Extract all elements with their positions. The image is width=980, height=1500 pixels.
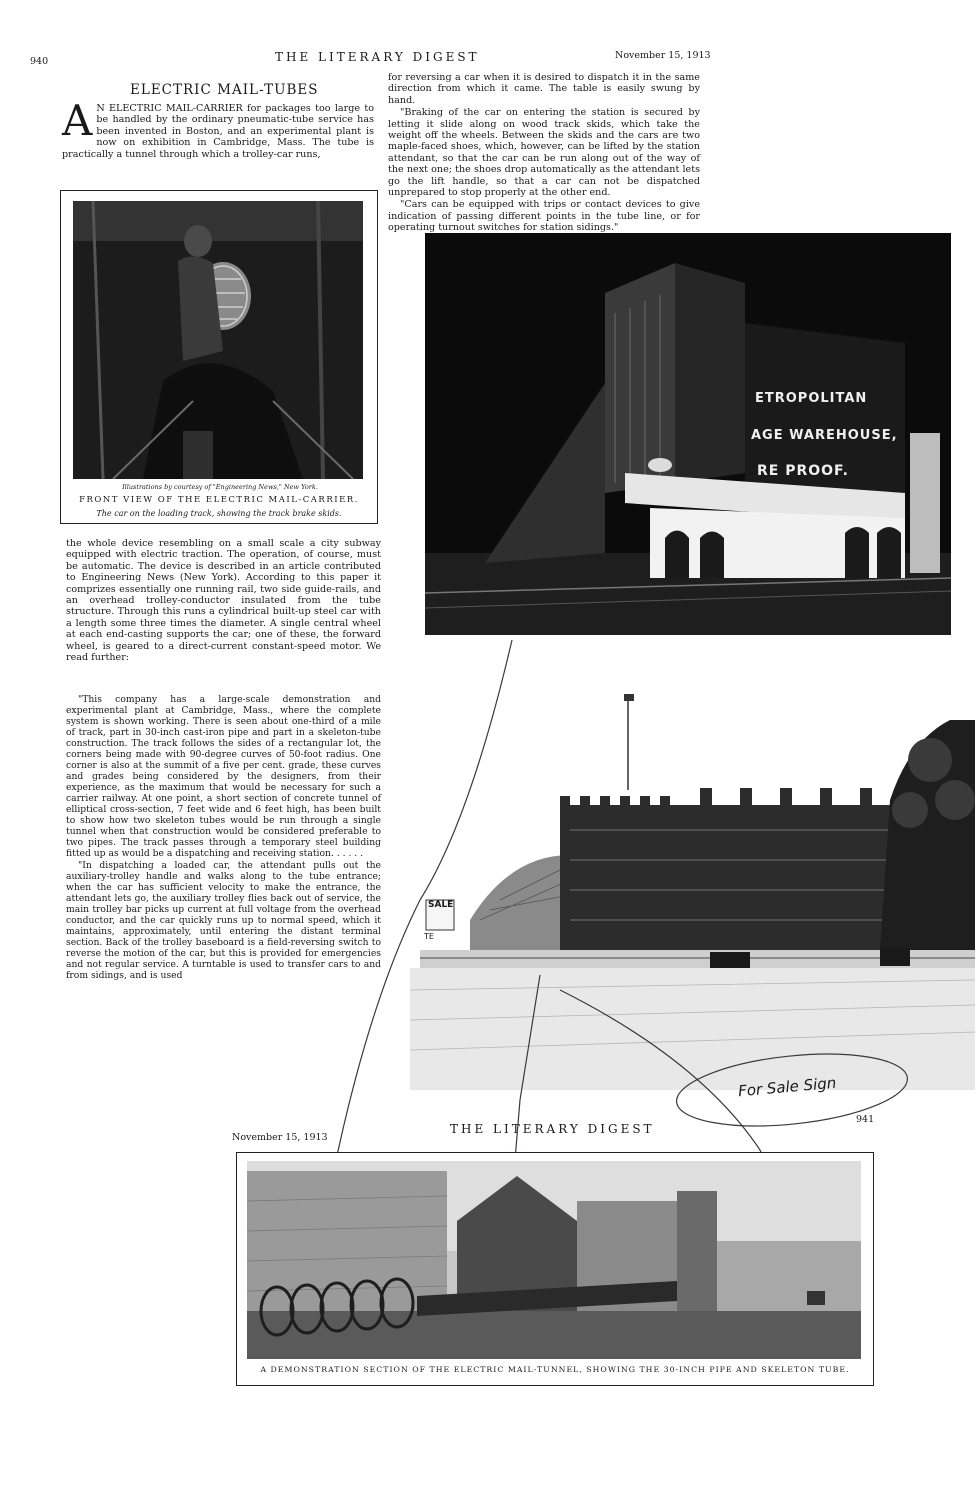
intro-text: N ELECTRIC MAIL-CARRIER for packages too large to be handled by the ordinary pneumatic-tube service has been invented in Boston, and an experimental plant is now on exhibition in Cambridge, Mass. The tube is practically a tunnel through which a trolley-car runs,: [62, 103, 374, 160]
warehouse-sign-line-2: AGE WAREHOUSE,: [751, 428, 898, 443]
tunnel-illustration: [247, 1161, 861, 1359]
article-title: ELECTRIC MAIL-TUBES: [130, 82, 319, 98]
warehouse-sign-line-3: RE PROOF.: [757, 463, 849, 479]
right-paragraph-2: "Braking of the car on entering the station is secured by letting it slide along on wood track skids, which take the weight off the wheels. Between the skids and the cars are two maple-faced shoes, which, however, can be lifted by the station attendant, so that the car can be run along out of the way of the next one; the shoes drop automatically as the attendant lets go the lift handle, so that a car can not be dispatched unprepared to stop properly at the other end.: [388, 107, 700, 199]
quote-paragraph-1: "This company has a large-scale demonstration and experimental plant at Cambridge, Mass., where the complete system is shown working. There is seen about one-third of a mile of track, part in 30-inch cast-iron pipe and part in a skeleton-tube construction. The track follows the sides of a rectangular lot, the corners being made with 90-degree curves of 50-foot radius. One corner is also at the summit of a five per cent. grade, these curves and grades being considered by the designers, from their experience, as the maximum that would be necessary for such a carrier railway. At one point, a short section of concrete tunnel of elliptical cross-section, 7 feet wide and 6 feet high, has been built to show how two skeleton tubes would be run through a single tunnel when that construction would be considered preferable to two pipes. The track passes through a temporary steel building fitted up as would be a dispatching and receiving station. . . . . .: [66, 694, 381, 859]
page-number-right: 941: [856, 1114, 875, 1125]
handwritten-note: For Sale Sign: [737, 1073, 837, 1101]
sign-fragment: TE: [424, 932, 434, 941]
figure-subcaption: The car on the loading track, showing the track brake skids.: [96, 509, 342, 518]
tunnel-photo: [247, 1161, 861, 1359]
figure-tunnel-demo: [236, 1152, 874, 1386]
warehouse-sign-line-1: ETROPOLITAN: [755, 391, 868, 406]
body-paragraph: the whole device resembling on a small scale a city subway equipped with electric traction. The operation, of course, must be automatic. The device is described in an article contributed to Engineering News (New York). According to this paper it comprizes essentially one running rail, two side guide-rails, and an overhead trolley-conductor insulated from the tube structure. Through this runs a cylindrical built-up steel car with a length some three times the diameter. A single central wheel at each end-casting supports the car; one of these, the forward wheel, is geared to a direct-current constant-speed motor. We read further:: [66, 538, 381, 664]
quote-paragraph-2: "In dispatching a loaded car, the attendant pulls out the auxiliary-trolley handle and walks along to the tube entrance; when the car has sufficient velocity to make the entrance, the attendant lets go, the auxiliary trolley flies back out of service, the main trolley bar picks up current at full voltage from the overhead conductor, and the car quickly runs up to normal speed, which it maintains, approximately, until entering the distant terminal section. Back of the trolley baseboard is a field-reversing switch to reverse the motion of the car, but this is provided for emergencies and not regular service. A turntable is used to transfer cars to and from sidings, and is used: [66, 860, 381, 981]
header-date-right: November 15, 1913: [232, 1132, 328, 1143]
page-number-left: 940: [30, 56, 49, 67]
header-title-left: THE LITERARY DIGEST: [275, 50, 480, 64]
drop-cap: A: [62, 96, 93, 145]
figure-caption: FRONT VIEW OF THE ELECTRIC MAIL-CARRIER.: [79, 495, 359, 505]
sale-sign: SALE: [428, 900, 454, 910]
right-paragraph-1: for reversing a car when it is desired to dispatch it in the same direction from which it came. The table is easily swung by hand.: [388, 72, 700, 106]
figure-credit: Illustrations by courtesy of "Engineering News," New York.: [122, 483, 318, 491]
header-title-right: THE LITERARY DIGEST: [450, 1122, 655, 1136]
bottom-caption: A DEMONSTRATION SECTION OF THE ELECTRIC MAIL-TUNNEL, SHOWING THE 30-INCH PIPE AND SKELETON TUBE.: [260, 1365, 850, 1374]
right-paragraph-3: "Cars can be equipped with trips or contact devices to give indication of passing different points in the tube line, or for operating turnout switches for station sidings.": [388, 199, 700, 234]
header-date-left: November 15, 1913: [615, 50, 711, 61]
